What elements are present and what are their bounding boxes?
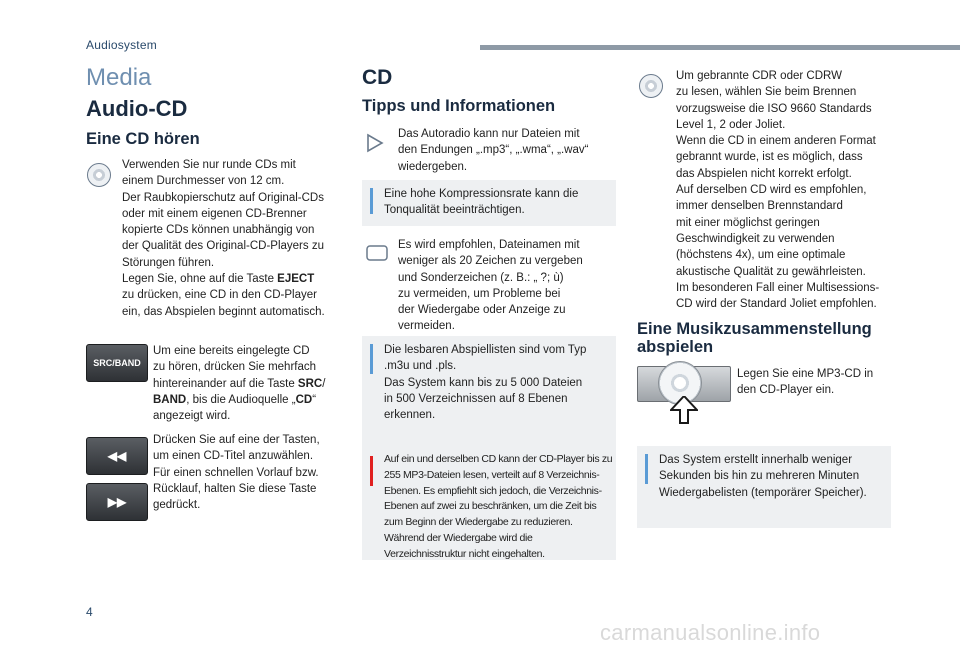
fast-forward-icon: ▶▶ [107,495,127,509]
text-line: Wiedergabelisten (temporärer Speicher). [659,486,867,499]
text-line: 255 MP3-Dateien lesen, verteilt auf 8 Verzeichnis- [384,468,600,481]
text-line: zu drücken, eine CD in den CD-Player [122,289,317,302]
text-line: Das System erstellt innerhalb weniger [659,454,853,466]
cd-source-label: CD [295,393,313,406]
text-line: Geschwindigkeit zu verwenden [676,232,835,245]
filename-paragraph [398,237,618,335]
cd-hoeren-heading: Eine CD hören [86,130,200,148]
next-track-button-image [86,483,148,521]
text-line: Im besonderen Fall einer Multisessions- [676,281,880,294]
insert-arrow-icon [670,396,698,429]
previous-track-button-image [86,437,148,475]
text-line: gebrannt wurde, ist es möglich, dass [676,151,863,164]
text-span: Legen Sie, ohne auf die Taste [122,273,278,286]
text-line: Der Raubkopierschutz auf Original-CDs [122,191,324,204]
text-line: Tonqualität beeinträchtigen. [384,204,525,217]
text-line: Drücken Sie auf eine der Tasten, [153,434,320,446]
text-line: den CD-Player ein. [737,384,835,397]
text-line: Legen Sie eine MP3-CD in [737,368,874,380]
src-key-label: SRC [297,377,323,390]
warning-text [384,452,614,563]
text-line: Um gebrannte CDR oder CDRW [676,70,842,82]
text-line: Für einen schnellen Vorlauf bzw. [153,466,319,479]
text-span: hintereinander auf die Taste [153,377,298,390]
text-line: Rücklauf, halten Sie diese Taste [153,482,317,495]
text-line: Wenn die CD in einem anderen Format [676,135,876,148]
text-line: den Endungen „.mp3“, „.wma“, „.wav“ [398,144,589,157]
text-line: gedrückt. [153,499,201,512]
src-band-button-image [86,344,148,382]
text-line: Das System kann bis zu 5 000 Dateien [384,376,583,389]
playlist-text [384,342,614,423]
rewind-icon: ◀◀ [107,449,127,463]
text-line: Sekunden bis hin zu mehreren Minuten [659,470,860,483]
text-line: kopierte CDs können unabhängig von [122,224,315,237]
info-marker [645,454,648,484]
playlist-generation-text [659,452,891,501]
src-band-paragraph [153,343,353,424]
text-line: Auf derselben CD wird es empfohlen, [676,184,867,197]
text-line: (höchstens 4x), um eine optimale [676,249,846,262]
text-line: Level 1, 2 oder Joliet. [676,118,786,131]
text-line: Die lesbaren Abspiellisten sind vom Typ [384,344,587,356]
text-line: CD wird der Standard Joliet empfohlen. [676,298,877,311]
text-line: der Wiedergabe oder Anzeige zu [398,304,566,317]
text-line: Ebenen. Es empfiehlt sich jedoch, die Verzeichnis- [384,484,602,497]
info-marker [370,344,373,374]
keyboard-icon [366,244,388,267]
text-line: der Qualität des Original-CD-Players zu [122,240,324,253]
src-band-label: SRC/BAND [93,358,141,368]
text-line: Störungen führen. [122,256,215,269]
page-number: 4 [86,605,93,619]
text-span: / [322,377,326,390]
cdr-paragraph [676,68,906,312]
text-line: das Abspielen nicht korrekt erfolgt. [676,167,852,180]
audio-cd-heading: Audio-CD [86,96,188,121]
text-line: einem Durchmesser von 12 cm. [122,175,285,188]
text-line: und Sonderzeichen (z. B.: „ ?; ù) [398,271,564,284]
text-span: , bis die Audioquelle „ [186,393,296,406]
text-line: mit einer möglichst geringen [676,216,820,229]
play-icon [366,133,384,158]
warning-marker [370,456,373,486]
text-line: Ebenen auf zwei zu beschränken, um die Zeit bis [384,500,597,513]
text-line: angezeigt wird. [153,410,231,423]
text-line: vorzugsweise die ISO 9660 Standards [676,102,872,115]
cd-heading: CD [362,66,393,89]
tipps-heading: Tipps und Informationen [362,97,556,115]
eject-key-label: EJECT [277,273,315,286]
text-line: um einen CD-Titel anzuwählen. [153,450,314,463]
text-line: wiedergeben. [398,160,468,173]
header-bar [480,45,960,50]
text-line: erkennen. [384,409,436,422]
cd-icon [87,163,111,187]
text-line: akustische Qualität zu gewährleisten. [676,265,866,278]
text-line: oder mit einem eigenen CD-Brenner [122,207,307,220]
text-line: in 500 Verzeichnissen auf 8 Ebenen [384,392,568,405]
text-line: Während der Wiedergabe wird die [384,531,533,544]
musik-heading [637,320,897,356]
section-label: Audiosystem [86,38,157,52]
compression-text [384,186,612,219]
text-line: immer denselben Brennstandard [676,200,843,213]
text-line: zum Beginn der Wiedergabe zu reduzieren. [384,516,573,529]
heading-line: abspielen [637,338,714,356]
text-line: Auf ein und derselben CD kann der CD-Player bis zu [384,453,613,465]
text-line: weniger als 20 Zeichen zu vergeben [398,255,583,268]
insert-cd-paragraph [737,366,907,399]
watermark: carmanualsonline.info [600,620,821,645]
file-types-paragraph [398,126,618,175]
info-marker [370,188,373,214]
cd-icon [639,74,663,98]
text-line: vermeiden. [398,320,455,333]
text-line [153,376,353,392]
text-line: zu lesen, wählen Sie beim Brennen [676,86,857,99]
text-line: Eine hohe Kompressionsrate kann die [384,188,579,200]
text-line: Das Autoradio kann nur Dateien mit [398,128,580,140]
track-select-paragraph [153,432,353,513]
text-line: zu hören, drücken Sie mehrfach [153,361,317,374]
text-line: Verzeichnisstruktur nicht eingehalten. [384,547,545,560]
info-warning-box [362,336,616,560]
text-line [122,271,352,287]
text-line [153,392,353,408]
media-title: Media [86,64,152,91]
info-box-playlist-generation [637,446,891,528]
text-span: “ [312,393,317,406]
text-line: Verwenden Sie nur runde CDs mit [122,159,296,171]
text-line: .m3u und .pls. [384,360,457,373]
text-line: zu vermeiden, um Probleme bei [398,287,561,300]
text-line: Es wird empfohlen, Dateinamen mit [398,239,580,251]
band-key-label: BAND [153,393,187,406]
text-line: Um eine bereits eingelegte CD [153,345,310,357]
text-line: ein, das Abspielen beginnt automatisch. [122,305,325,318]
cd-usage-paragraph [122,157,352,320]
info-box-compression [362,180,616,226]
heading-line: Eine Musikzusammenstellung [637,320,872,338]
